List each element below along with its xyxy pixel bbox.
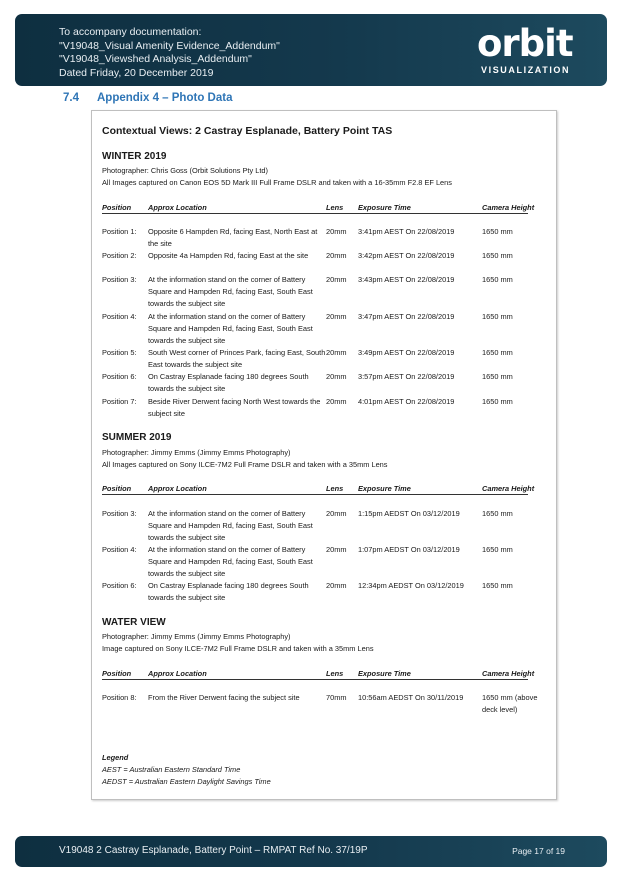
row-lens: 20mm — [326, 227, 347, 236]
header-reference-lines — [59, 26, 280, 80]
row-exposure: 1:15pm AEDST On 03/12/2019 — [358, 509, 460, 518]
row-exposure: 3:57pm AEST On 22/08/2019 — [358, 372, 455, 381]
column-header-height: Camera Height — [482, 484, 535, 493]
row-exposure: 3:43pm AEST On 22/08/2019 — [358, 275, 455, 284]
row-location: South West corner of Princes Park, facing East, South East towards the subject site — [148, 348, 326, 369]
row-position: Position 6: — [102, 372, 137, 381]
water-camera: Image captured on Sony ILCE-7M2 Full Frame DSLR and taken with a 35mm Lens — [102, 644, 374, 653]
summer-camera: All Images captured on Sony ILCE-7M2 Full Frame DSLR and taken with a 35mm Lens — [102, 460, 388, 469]
row-lens: 20mm — [326, 397, 347, 406]
column-header-position: Position — [102, 484, 132, 493]
row-height: 1650 mm — [482, 251, 513, 260]
section-number: 7.4 — [63, 92, 79, 104]
legend — [102, 752, 271, 788]
row-location: At the information stand on the corner of Battery Square and Hampden Rd, facing East, South East towards the subject site — [148, 275, 313, 308]
row-lens: 70mm — [326, 693, 347, 702]
row-exposure: 10:56am AEDST On 30/11/2019 — [358, 693, 464, 702]
logo-wordmark: orbit — [477, 22, 573, 65]
column-header-location: Approx Location — [148, 484, 207, 493]
column-header-location: Approx Location — [148, 669, 207, 678]
legend-item: AEST = Australian Eastern Standard Time — [102, 765, 241, 774]
row-exposure: 3:47pm AEST On 22/08/2019 — [358, 312, 455, 321]
water-view-heading: WATER VIEW — [102, 617, 166, 628]
winter-photographer: Photographer: Chris Goss (Orbit Solutions Pty Ltd) — [102, 166, 268, 175]
row-lens: 20mm — [326, 509, 347, 518]
row-location: From the River Derwent facing the subject site — [148, 693, 300, 702]
row-height: 1650 mm (above deck level) — [482, 693, 538, 714]
water-photographer: Photographer: Jimmy Emms (Jimmy Emms Photography) — [102, 632, 291, 641]
row-height: 1650 mm — [482, 348, 513, 357]
row-lens: 20mm — [326, 251, 347, 260]
row-location: At the information stand on the corner of Battery Square and Hampden Rd, facing East, South East towards the subject site — [148, 312, 313, 345]
winter-heading: WINTER 2019 — [102, 151, 167, 162]
section-heading: Appendix 4 – Photo Data — [97, 92, 233, 104]
row-height: 1650 mm — [482, 581, 513, 590]
row-lens: 20mm — [326, 372, 347, 381]
row-height: 1650 mm — [482, 275, 513, 284]
page-number: Page 17 of 19 — [512, 846, 565, 856]
column-header-exposure: Exposure Time — [358, 203, 411, 212]
row-location: On Castray Esplanade facing 180 degrees South towards the subject site — [148, 581, 309, 602]
header-line: To accompany documentation: — [59, 26, 202, 38]
row-height: 1650 mm — [482, 509, 513, 518]
column-header-lens: Lens — [326, 669, 344, 678]
column-header-lens: Lens — [326, 484, 344, 493]
row-position: Position 2: — [102, 251, 137, 260]
legend-heading: Legend — [102, 753, 129, 762]
row-position: Position 8: — [102, 693, 137, 702]
row-position: Position 1: — [102, 227, 137, 236]
row-position: Position 5: — [102, 348, 137, 357]
row-location: At the information stand on the corner of Battery Square and Hampden Rd, facing East, South East towards the subject site — [148, 545, 313, 578]
row-height: 1650 mm — [482, 312, 513, 321]
water-table-header — [102, 669, 535, 680]
row-position: Position 3: — [102, 509, 137, 518]
page-header — [15, 14, 607, 86]
column-header-exposure: Exposure Time — [358, 669, 411, 678]
row-lens: 20mm — [326, 348, 347, 357]
column-header-lens: Lens — [326, 203, 344, 212]
row-exposure: 3:42pm AEST On 22/08/2019 — [358, 251, 455, 260]
row-exposure: 12:34pm AEDST On 03/12/2019 — [358, 581, 464, 590]
column-header-position: Position — [102, 669, 132, 678]
row-lens: 20mm — [326, 312, 347, 321]
row-lens: 20mm — [326, 581, 347, 590]
row-position: Position 3: — [102, 275, 137, 284]
row-height: 1650 mm — [482, 545, 513, 554]
row-position: Position 4: — [102, 312, 137, 321]
row-height: 1650 mm — [482, 372, 513, 381]
row-height: 1650 mm — [482, 227, 513, 236]
header-line: "V19048_Viewshed Analysis_Addendum" — [59, 53, 252, 66]
row-height: 1650 mm — [482, 397, 513, 406]
orbit-logo — [477, 24, 583, 78]
column-header-height: Camera Height — [482, 669, 535, 678]
row-position: Position 7: — [102, 397, 137, 406]
summer-heading: SUMMER 2019 — [102, 432, 172, 443]
row-position: Position 6: — [102, 581, 137, 590]
column-header-height: Camera Height — [482, 203, 535, 212]
row-exposure: 3:49pm AEST On 22/08/2019 — [358, 348, 455, 357]
row-lens: 20mm — [326, 275, 347, 284]
logo-subtitle: VISUALIZATION — [481, 65, 571, 75]
column-header-location: Approx Location — [148, 203, 207, 212]
row-exposure: 1:07pm AEDST On 03/12/2019 — [358, 545, 460, 554]
row-lens: 20mm — [326, 545, 347, 554]
row-position: Position 4: — [102, 545, 137, 554]
header-line: "V19048_Visual Amenity Evidence_Addendum" — [59, 39, 280, 52]
legend-item: AEDST = Australian Eastern Daylight Savings Time — [102, 777, 271, 786]
document-title: Contextual Views: 2 Castray Esplanade, Battery Point TAS — [102, 125, 393, 137]
row-exposure: 4:01pm AEST On 22/08/2019 — [358, 397, 455, 406]
row-location: On Castray Esplanade facing 180 degrees South towards the subject site — [148, 372, 309, 393]
row-location: Beside River Derwent facing North West towards the subject site — [148, 397, 321, 418]
row-exposure: 3:41pm AEST On 22/08/2019 — [358, 227, 455, 236]
summer-photographer: Photographer: Jimmy Emms (Jimmy Emms Photography) — [102, 448, 291, 457]
winter-table-header — [102, 203, 535, 214]
column-header-exposure: Exposure Time — [358, 484, 411, 493]
row-location: Opposite 6 Hampden Rd, facing East, North East at the site — [148, 227, 318, 248]
footer-reference: V19048 2 Castray Esplanade, Battery Point – RMPAT Ref No. 37/19P — [59, 845, 368, 856]
page-footer — [15, 836, 607, 867]
row-location: At the information stand on the corner of Battery Square and Hampden Rd, facing East, South East towards the subject site — [148, 509, 313, 542]
section-title — [63, 92, 232, 104]
header-line: Dated Friday, 20 December 2019 — [59, 66, 214, 79]
row-location: Opposite 4a Hampden Rd, facing East at the site — [148, 251, 309, 260]
summer-table-header — [102, 484, 535, 495]
column-header-position: Position — [102, 203, 132, 212]
winter-camera: All Images captured on Canon EOS 5D Mark III Full Frame DSLR and taken with a 16-35mm F2.8 EF Lens — [102, 178, 452, 187]
